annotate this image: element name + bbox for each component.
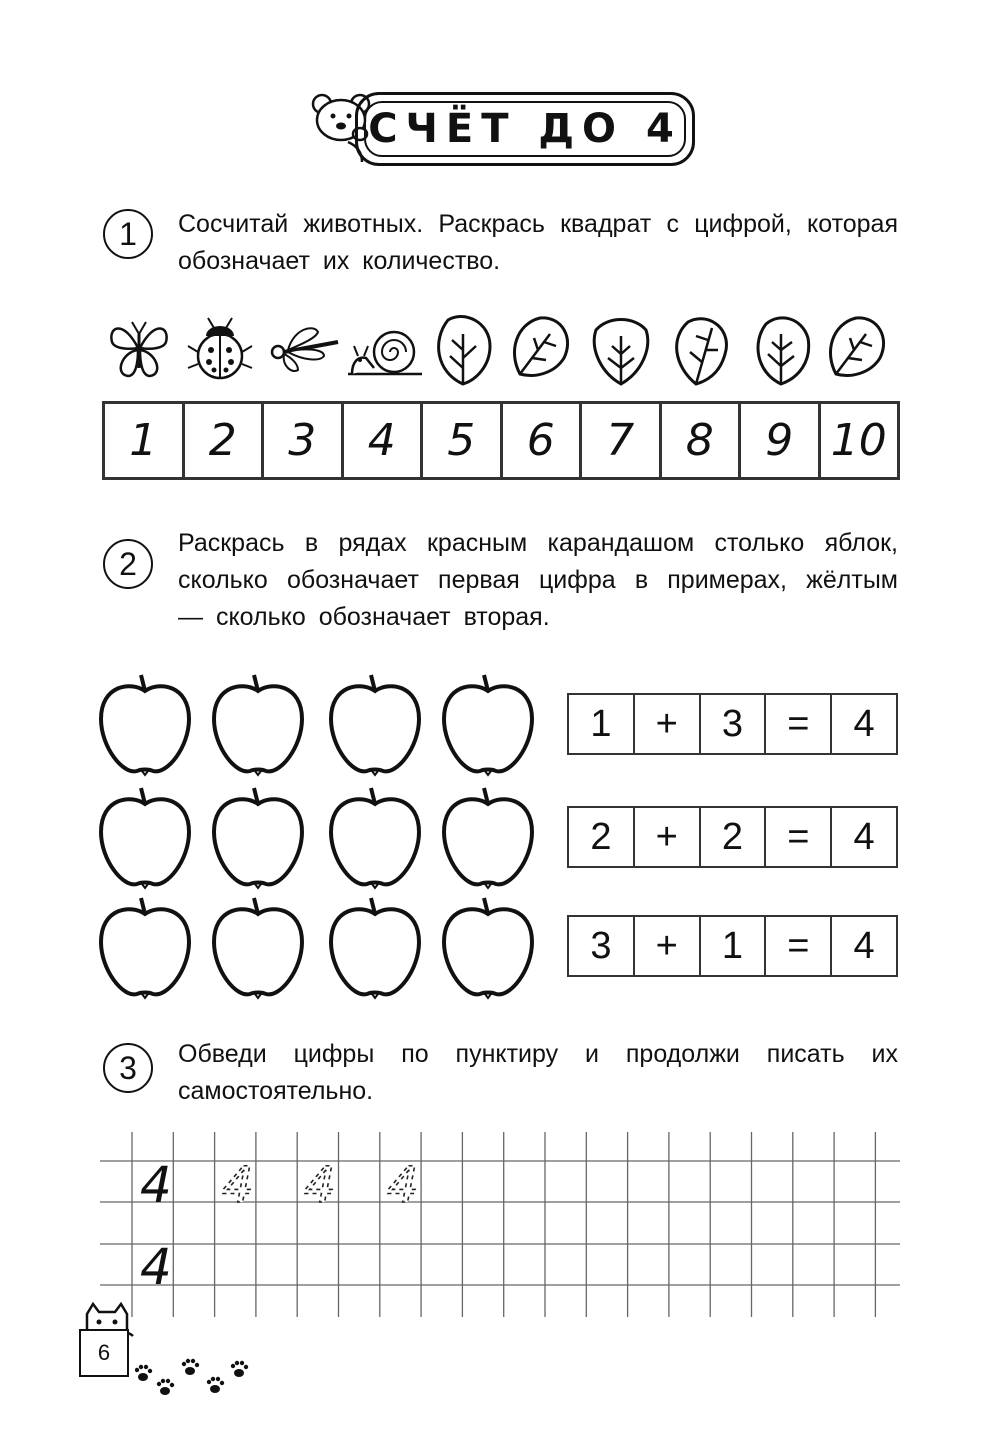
paw-icon	[157, 1379, 174, 1395]
equation-equals: =	[766, 695, 832, 753]
apple-icon[interactable]	[214, 898, 302, 998]
number-cell[interactable]: 5	[423, 404, 503, 477]
dragonfly-icon	[264, 318, 344, 378]
apple-icon[interactable]	[444, 898, 532, 998]
number-cell[interactable]: 2	[185, 404, 265, 477]
sample-digit: 4	[140, 1156, 172, 1214]
number-cell[interactable]: 9	[741, 404, 821, 477]
apple-icon[interactable]	[331, 788, 419, 888]
equation-result: 4	[853, 924, 875, 967]
number-strip	[102, 401, 900, 480]
leaf-icon	[746, 312, 816, 388]
number-cell[interactable]: 3	[264, 404, 344, 477]
task3-number: 3	[103, 1043, 153, 1093]
equation-operator: +	[635, 808, 701, 866]
page-number: 6	[79, 1329, 129, 1377]
apple-icon[interactable]	[214, 788, 302, 888]
sample-digit: 4	[140, 1238, 172, 1296]
task2-instruction: Раскрась в рядах красным карандашом столько яблок, сколько обозначает первая цифра в примерах, жёлтым — сколько обозначает вторая.	[178, 529, 898, 631]
snail-icon	[344, 318, 426, 382]
apple-icon[interactable]	[101, 898, 189, 998]
writing-grid	[100, 1132, 900, 1317]
equation-row	[567, 915, 898, 977]
paw-icon	[135, 1365, 152, 1381]
number-cell[interactable]: 6	[503, 404, 583, 477]
number-cell[interactable]: 4	[344, 404, 424, 477]
paw-icon	[207, 1377, 224, 1393]
number-cell[interactable]: 10	[830, 415, 887, 466]
equation-operand: 1	[569, 695, 635, 753]
task1-number: 1	[103, 209, 153, 259]
butterfly-icon	[104, 312, 176, 384]
paw-icon	[231, 1361, 248, 1377]
equation-operand: 3	[701, 695, 767, 753]
tracing-digit: 4	[304, 1156, 336, 1214]
equation-result: 4	[853, 702, 875, 745]
leaf-icon	[822, 312, 892, 388]
task3-instruction: Обведи цифры по пунктиру и продолжи писать их самостоятельно.	[178, 1040, 898, 1105]
equation-operator: +	[635, 917, 701, 975]
apple-icon[interactable]	[214, 675, 302, 775]
title-banner	[355, 92, 695, 166]
apple-icon[interactable]	[444, 788, 532, 888]
equation-row	[567, 806, 898, 868]
tracing-digit: 4	[387, 1156, 419, 1214]
page-title: СЧЁТ ДО 4	[364, 101, 686, 157]
leaf-icon	[428, 312, 498, 388]
apple-icon[interactable]	[331, 898, 419, 998]
paw-prints-icon	[135, 1355, 265, 1400]
ladybug-icon	[184, 312, 256, 384]
number-cell[interactable]: 7	[582, 404, 662, 477]
equation-equals: =	[766, 917, 832, 975]
task1-instruction: Сосчитай животных. Раскрась квадрат с цифрой, которая обозначает их количество.	[178, 210, 898, 275]
number-cell[interactable]: 1	[105, 404, 185, 477]
equation-operand: 1	[701, 917, 767, 975]
equation-equals: =	[766, 808, 832, 866]
number-cell[interactable]: 8	[662, 404, 742, 477]
equation-result: 4	[853, 815, 875, 858]
paw-icon	[182, 1359, 199, 1375]
tracing-digit: 4	[222, 1156, 254, 1214]
equation-operand: 3	[569, 917, 635, 975]
equation-operator: +	[635, 695, 701, 753]
apple-icon[interactable]	[101, 675, 189, 775]
leaf-icon	[506, 312, 576, 388]
apple-icon[interactable]	[331, 675, 419, 775]
apple-icon[interactable]	[444, 675, 532, 775]
task1-pictures-row	[104, 312, 894, 388]
leaf-icon	[586, 312, 656, 388]
equation-row	[567, 693, 898, 755]
apple-icon[interactable]	[101, 788, 189, 888]
leaf-icon	[666, 312, 736, 388]
apple-grid	[95, 670, 545, 1000]
equation-operand: 2	[701, 808, 767, 866]
equation-operand: 2	[569, 808, 635, 866]
task2-number: 2	[103, 539, 153, 589]
